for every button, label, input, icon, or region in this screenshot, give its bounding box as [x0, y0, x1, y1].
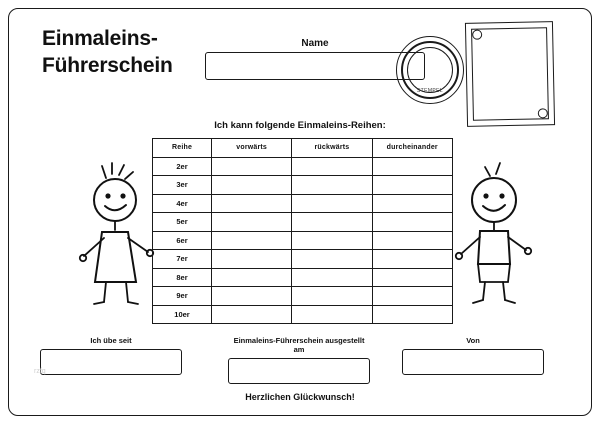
cell-6er-vorwaerts[interactable] — [212, 231, 292, 250]
row-label-9er: 9er — [153, 287, 212, 306]
cell-4er-vorwaerts[interactable] — [212, 194, 292, 213]
name-input[interactable] — [205, 52, 425, 80]
cell-10er-durcheinander[interactable] — [372, 305, 452, 324]
photo-placeholder — [465, 21, 555, 127]
footer-input-issued-on[interactable] — [228, 358, 370, 384]
child-figure-right-icon — [452, 160, 534, 310]
cell-8er-durcheinander[interactable] — [372, 268, 452, 287]
footer-input-issued-by[interactable] — [402, 349, 544, 375]
cell-9er-durcheinander[interactable] — [372, 287, 452, 306]
cell-9er-vorwaerts[interactable] — [212, 287, 292, 306]
cell-7er-rueckwaerts[interactable] — [292, 250, 372, 269]
table-row — [153, 268, 453, 287]
page-title-line1: Einmaleins- — [42, 27, 158, 50]
stamp-label: STEMPEL — [416, 88, 444, 94]
cell-3er-vorwaerts[interactable] — [212, 176, 292, 195]
table-caption: Ich kann folgende Einmaleins-Reihen: — [214, 120, 386, 131]
table-row — [153, 194, 453, 213]
multiplication-rows-table — [152, 138, 453, 324]
photo-inner-frame — [471, 27, 549, 121]
cell-6er-rueckwaerts[interactable] — [292, 231, 372, 250]
cell-5er-durcheinander[interactable] — [372, 213, 452, 232]
table-row — [153, 176, 453, 195]
page-title-line2: Führerschein — [42, 53, 173, 77]
cell-10er-rueckwaerts[interactable] — [292, 305, 372, 324]
cell-4er-rueckwaerts[interactable] — [292, 194, 372, 213]
cell-2er-rueckwaerts[interactable] — [292, 157, 372, 176]
row-label-7er: 7er — [153, 250, 212, 269]
cell-2er-durcheinander[interactable] — [372, 157, 452, 176]
table-header-durcheinander: durcheinander — [372, 139, 452, 158]
footer-field-issued-by — [402, 336, 544, 375]
cell-4er-durcheinander[interactable] — [372, 194, 452, 213]
cell-3er-durcheinander[interactable] — [372, 176, 452, 195]
congratulations-text: Herzlichen Glückwunsch! — [245, 392, 355, 402]
table-header-vorwaerts: vorwärts — [212, 139, 292, 158]
row-label-6er: 6er — [153, 231, 212, 250]
stamp-ring-inner — [407, 47, 453, 93]
footer-label-issued-on: Einmaleins-Führerschein ausgestellt am — [233, 336, 365, 354]
cell-7er-durcheinander[interactable] — [372, 250, 452, 269]
table-row — [153, 213, 453, 232]
table-header-reihe: Reihe — [153, 139, 212, 158]
footer-label-practice-since: Ich übe seit — [90, 336, 132, 345]
row-label-10er: 10er — [153, 305, 212, 324]
page-title — [42, 26, 173, 80]
cell-3er-rueckwaerts[interactable] — [292, 176, 372, 195]
row-label-2er: 2er — [153, 157, 212, 176]
table-row — [153, 231, 453, 250]
cell-10er-vorwaerts[interactable] — [212, 305, 292, 324]
cell-9er-rueckwaerts[interactable] — [292, 287, 372, 306]
cell-7er-vorwaerts[interactable] — [212, 250, 292, 269]
cell-8er-rueckwaerts[interactable] — [292, 268, 372, 287]
table-row — [153, 157, 453, 176]
table-header-rueckwaerts: rückwärts — [292, 139, 372, 158]
table-header-row — [153, 139, 453, 158]
cell-5er-rueckwaerts[interactable] — [292, 213, 372, 232]
row-label-4er: 4er — [153, 194, 212, 213]
cell-2er-vorwaerts[interactable] — [212, 157, 292, 176]
row-label-5er: 5er — [153, 213, 212, 232]
name-field-label: Name — [301, 38, 329, 49]
table-row — [153, 287, 453, 306]
footer-input-practice-since[interactable] — [40, 349, 182, 375]
cell-6er-durcheinander[interactable] — [372, 231, 452, 250]
footer-field-practice-since — [40, 336, 182, 375]
cell-8er-vorwaerts[interactable] — [212, 268, 292, 287]
stamp-seal-icon — [396, 36, 464, 104]
cell-5er-vorwaerts[interactable] — [212, 213, 292, 232]
watermark-text: rzfq — [34, 368, 46, 375]
footer-field-issued-on — [228, 336, 370, 384]
row-label-3er: 3er — [153, 176, 212, 195]
child-figure-left-icon — [78, 160, 156, 308]
row-label-8er: 8er — [153, 268, 212, 287]
table-row — [153, 305, 453, 324]
footer-label-issued-by: Von — [466, 336, 480, 345]
table-row — [153, 250, 453, 269]
